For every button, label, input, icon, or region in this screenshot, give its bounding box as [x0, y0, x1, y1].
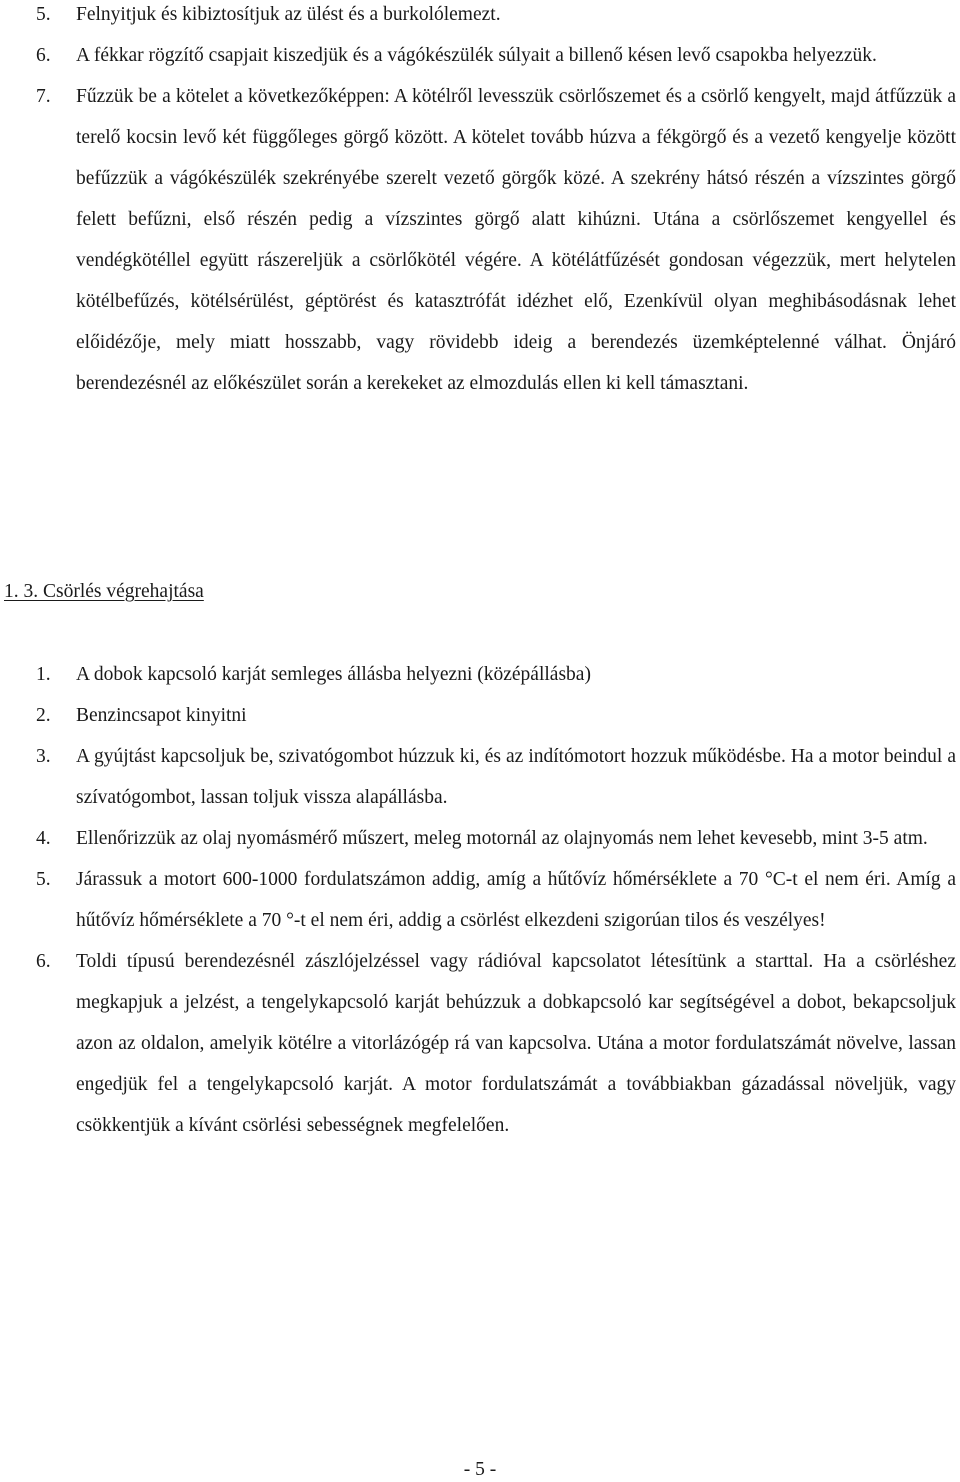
- list-item: [0, 859, 960, 941]
- list-item: [0, 0, 960, 35]
- list-item-number: 7.: [36, 86, 51, 107]
- list-item: [0, 35, 960, 76]
- list-item-number: 1.: [36, 664, 51, 685]
- page-number: - 5 -: [463, 1459, 497, 1480]
- section-heading: 1. 3. Csörlés végrehajtása: [4, 581, 204, 602]
- list-item-text: Toldi típusú berendezésnél zászlójelzéssel vagy rádióval kapcsolatot létesítünk a starttal. Ha a csörléshez megkapjuk a jelzést, a tengelykapcsoló karját behúzzuk a dobkapcsoló kar segítségével a dobot, bekapcsoljuk azon az oldalon, amelyik kötélre a vitorlázógép rá van kapcsolva. Utána a motor fordulatszámát növelve, lassan engedjük fel a tengelykapcsoló karját. A motor fordulatszámát a továbbiakban gázadással növeljük, vagy csökkentjük a kívánt csörlési sebességnek megfelelően.: [76, 951, 956, 1136]
- list-item: [0, 736, 960, 818]
- list-item-text: Fűzzük be a kötelet a következőképpen: A kötélről levesszük csörlőszemet és a csörlő kengyelt, majd átfűzzük a terelő kocsin levő két függőleges görgő között. A kötelet tovább húzva a fékgörgő és a vezető kengyelje között befűzzük a vágókészülék szekrényébe szerelt vezető görgők közé. A szekrény hátsó részén a vízszintes görgő felett befűzni, első részén pedig a vízszintes görgő alatt kihúzni. Utána a csörlőszemet kengyellel és vendégkötéllel együtt rászereljük a csörlőkötél végére. A kötélátfűzését gondosan végezzük, mert helytelen kötélbefűzés, kötélsérülést, géptörést és katasztrófát idézhet elő, Ezenkívül olyan meghibásodásnak lehet előidézője, mely miatt hosszabb, vagy rövidebb ideig a berendezés üzemképtelenné válhat. Önjáró berendezésnél az előkészület során a kerekeket az elmozdulás ellen ki kell támasztani.: [76, 86, 956, 394]
- list-item: [0, 76, 960, 404]
- list-item: [0, 654, 960, 695]
- list-item-number: 2.: [36, 705, 51, 726]
- list-item-number: 4.: [36, 828, 51, 849]
- list-item-text: A fékkar rögzítő csapjait kiszedjük és a vágókészülék súlyait a billenő késen levő csapokba helyezzük.: [76, 45, 877, 66]
- list-item-text: Felnyitjuk és kibiztosítjuk az ülést és a burkolólemezt.: [76, 4, 501, 25]
- list-item-text: Benzincsapot kinyitni: [76, 705, 247, 726]
- list-item-text: A dobok kapcsoló karját semleges állásba helyezni (középállásba): [76, 664, 591, 685]
- list-item-text: Ellenőrizzük az olaj nyomásmérő műszert, meleg motornál az olajnyomás nem lehet kevesebb, mint 3-5 atm.: [76, 828, 928, 849]
- list-item-number: 6.: [36, 951, 51, 972]
- list-item: [0, 695, 960, 736]
- winching-steps-list: [0, 654, 960, 1146]
- preparation-steps-list: [0, 0, 960, 404]
- list-item-number: 6.: [36, 45, 51, 66]
- list-item-text: A gyújtást kapcsoljuk be, szivatógombot húzzuk ki, és az indítómotort hozzuk működésbe. Ha a motor beindul a szívatógombot, lassan toljuk vissza alapállásba.: [76, 746, 956, 808]
- list-item-number: 5.: [36, 4, 51, 25]
- list-item-text: Járassuk a motort 600-1000 fordulatszámon addig, amíg a hűtővíz hőmérséklete a 70 °C-t el nem éri. Amíg a hűtővíz hőmérséklete a 70 °-t el nem éri, addig a csörlést elkezdeni szigorúan tilos és veszélyes!: [76, 869, 956, 931]
- list-item-number: 3.: [36, 746, 51, 767]
- list-item: [0, 818, 960, 859]
- list-item-number: 5.: [36, 869, 51, 890]
- list-item: [0, 941, 960, 1146]
